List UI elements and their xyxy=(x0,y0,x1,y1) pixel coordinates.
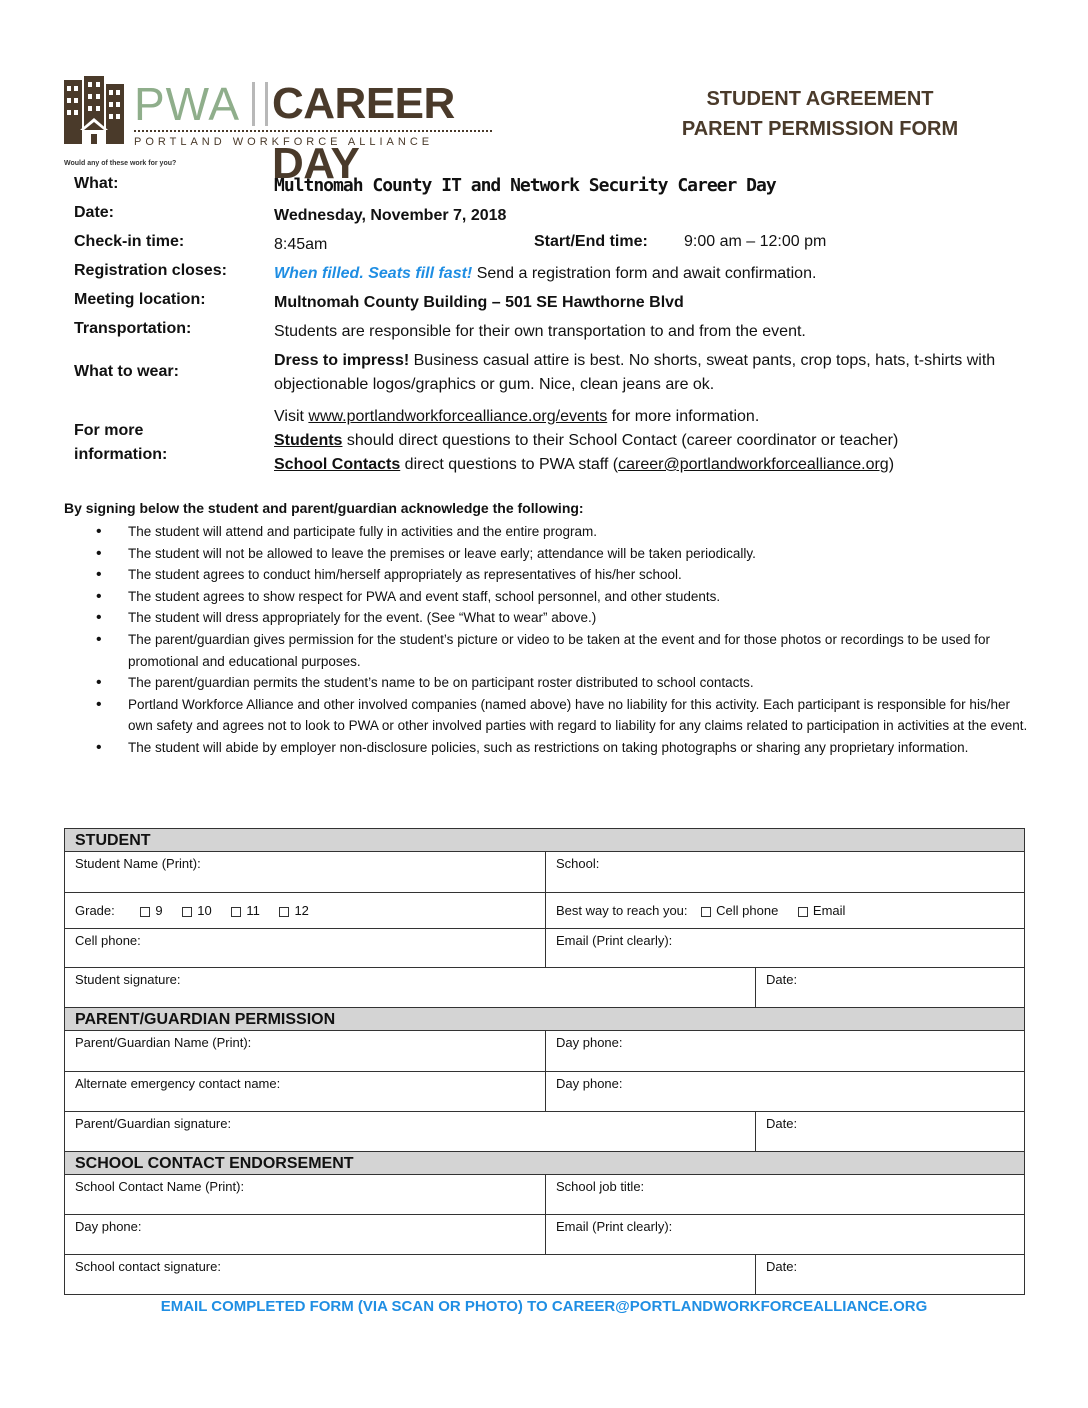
form-title-line-2: PARENT PERMISSION FORM xyxy=(681,118,959,140)
more-visit-rest: for more information. xyxy=(607,408,760,425)
table-row xyxy=(65,1112,1025,1152)
table-row xyxy=(65,1175,1025,1215)
reach-label: Best way to reach you: xyxy=(556,903,688,918)
close-paren: ) xyxy=(888,456,895,473)
cell-phone-label: Cell phone: xyxy=(75,933,141,948)
more-info-label xyxy=(74,419,167,467)
registration-rest: Send a registration form and await confirmation. xyxy=(472,265,817,282)
grade-9-label: 9 xyxy=(155,903,163,918)
grade-12-label: 12 xyxy=(294,903,309,918)
parent-section-header: PARENT/GUARDIAN PERMISSION xyxy=(65,1008,1025,1031)
school-email-field[interactable] xyxy=(546,1215,1025,1254)
list-item: • The parent/guardian gives permission for the student’s picture or video to be taken at the event and for those photos or recordings to be used for promotional and educational purposes. xyxy=(96,629,1036,672)
reach-email-checkbox[interactable] xyxy=(798,903,846,918)
list-item: • The student will not be allowed to leave the premises or leave early; attendance will be taken periodically. xyxy=(96,543,1036,565)
checkin-value: 8:45am xyxy=(274,236,328,253)
checkbox-icon xyxy=(231,907,241,917)
student-email-label: Email (Print clearly): xyxy=(556,933,673,948)
grade-12-checkbox[interactable] xyxy=(279,903,308,918)
table-row xyxy=(65,893,1025,929)
alt-contact-field[interactable] xyxy=(65,1072,546,1111)
table-row xyxy=(65,1215,1025,1255)
parent-name-field[interactable] xyxy=(65,1031,546,1071)
reach-email-label: Email xyxy=(812,903,846,918)
reach-field xyxy=(546,893,1025,928)
school-label: School: xyxy=(556,856,600,871)
alt-day-phone-label: Day phone: xyxy=(556,1076,623,1091)
checkbox-icon xyxy=(279,907,289,917)
school-job-title-label: School job title: xyxy=(556,1179,645,1194)
career-email-link[interactable]: career@portlandworkforcealliance.org xyxy=(618,456,889,473)
grade-9-checkbox[interactable] xyxy=(140,903,162,918)
school-contacts-term: School Contacts xyxy=(274,456,401,473)
logo-dotted-rule xyxy=(134,130,492,132)
school-signature-field[interactable] xyxy=(65,1255,756,1294)
location-value: Multnomah County Building – 501 SE Hawthorne Blvd xyxy=(274,294,684,311)
table-row xyxy=(65,852,1025,893)
parent-date-label: Date: xyxy=(766,1116,798,1131)
startend-label: Start/End time: xyxy=(534,233,648,250)
footer-email-instruction: EMAIL COMPLETED FORM (VIA SCAN OR PHOTO) TO CAREER@PORTLANDWORKFORCEALLIANCE.ORG xyxy=(160,1298,928,1315)
acknowledge-heading: By signing below the student and parent/guardian acknowledge the following: xyxy=(64,500,584,516)
date-label: Date: xyxy=(74,204,115,221)
list-item: • The student will abide by employer non-disclosure policies, such as restrictions on taking photographs or sharing any proprietary information. xyxy=(96,737,1036,759)
student-name-label: Student Name (Print): xyxy=(75,856,201,871)
school-contact-name-field[interactable] xyxy=(65,1175,546,1214)
what-value: Multnomah County IT and Network Security Career Day xyxy=(274,175,776,196)
school-day-phone-label: Day phone: xyxy=(75,1219,142,1234)
grade-field xyxy=(65,893,546,928)
parent-date-field[interactable] xyxy=(756,1112,1025,1151)
events-link[interactable]: www.portlandworkforcealliance.org/events xyxy=(308,408,608,425)
permission-form-table xyxy=(64,828,1025,1295)
table-row xyxy=(65,1255,1025,1295)
what-label: What: xyxy=(74,175,119,192)
transport-label: Transportation: xyxy=(74,320,192,337)
form-title xyxy=(670,84,970,144)
location-label: Meeting location: xyxy=(74,291,206,308)
buildings-logo-icon xyxy=(64,76,126,148)
date-value: Wednesday, November 7, 2018 xyxy=(274,207,507,224)
grade-label: Grade: xyxy=(75,903,115,918)
grade-11-label: 11 xyxy=(246,903,260,918)
startend-value: 9:00 am – 12:00 pm xyxy=(684,233,827,250)
tiny-question-text: Would any of these work for you? xyxy=(64,160,177,167)
wear-label: What to wear: xyxy=(74,363,179,380)
logo-subtitle: PORTLAND WORKFORCE ALLIANCE xyxy=(134,136,434,148)
more-visit-text: Visit xyxy=(274,408,309,425)
wear-rest: Business casual attire is best. No shorts, sweat pants, crop tops, hats, t-shirts with objectionable logos/graphics or gum. Nice, clean jeans are ok. xyxy=(274,352,996,393)
logo-career-day-text: CAREER DAY xyxy=(272,79,455,188)
grade-11-checkbox[interactable] xyxy=(231,903,260,918)
student-email-field[interactable] xyxy=(546,929,1025,967)
logo-separator xyxy=(252,82,268,126)
list-item: • The student agrees to conduct him/herself appropriately as representatives of his/her school. xyxy=(96,564,1036,586)
wear-value xyxy=(274,349,1014,397)
list-item: • The parent/guardian permits the student’s name to be on participant roster distributed to school contacts. xyxy=(96,672,1036,694)
student-name-field[interactable] xyxy=(65,852,546,892)
parent-name-label: Parent/Guardian Name (Print): xyxy=(75,1035,252,1050)
checkin-label: Check-in time: xyxy=(74,233,185,250)
reach-cell-checkbox[interactable] xyxy=(701,903,778,918)
student-section-header: STUDENT xyxy=(65,829,1025,852)
checkbox-icon xyxy=(140,907,150,917)
school-date-label: Date: xyxy=(766,1259,798,1274)
grade-10-checkbox[interactable] xyxy=(182,903,211,918)
more-info-label-1: For more xyxy=(74,422,144,439)
school-contact-name-label: School Contact Name (Print): xyxy=(75,1179,245,1194)
form-title-line-1: STUDENT AGREEMENT xyxy=(706,88,934,110)
school-contacts-text: direct questions to PWA staff ( xyxy=(400,456,619,473)
registration-label: Registration closes: xyxy=(74,262,227,279)
parent-signature-label: Parent/Guardian signature: xyxy=(75,1116,232,1131)
grade-10-label: 10 xyxy=(197,903,212,918)
event-info xyxy=(74,172,1034,483)
student-date-label: Date: xyxy=(766,972,798,987)
school-email-label: Email (Print clearly): xyxy=(556,1219,673,1234)
more-info-label-2: information: xyxy=(74,446,168,463)
student-signature-label: Student signature: xyxy=(75,972,181,987)
table-row xyxy=(65,929,1025,968)
school-signature-label: School contact signature: xyxy=(75,1259,221,1274)
acknowledge-list xyxy=(96,521,1036,759)
school-field[interactable] xyxy=(546,852,1025,892)
checkbox-icon xyxy=(182,907,192,917)
table-row xyxy=(65,1072,1025,1112)
cell-phone-field[interactable] xyxy=(65,929,546,967)
more-info-value xyxy=(274,405,1014,477)
student-date-field[interactable] xyxy=(756,968,1025,1007)
student-signature-field[interactable] xyxy=(65,968,756,1007)
list-item: • The student will attend and participate fully in activities and the entire program. xyxy=(96,521,1036,543)
list-item: • The student agrees to show respect for PWA and event staff, school personnel, and other students. xyxy=(96,586,1036,608)
registration-value xyxy=(274,262,1014,286)
checkbox-icon xyxy=(798,907,808,917)
checkbox-icon xyxy=(701,907,711,917)
parent-day-phone-field[interactable] xyxy=(546,1031,1025,1071)
students-text: should direct questions to their School Contact (career coordinator or teacher) xyxy=(342,432,899,449)
school-date-field[interactable] xyxy=(756,1255,1025,1294)
school-section-header: SCHOOL CONTACT ENDORSEMENT xyxy=(65,1152,1025,1175)
school-job-title-field[interactable] xyxy=(546,1175,1025,1214)
list-item: • Portland Workforce Alliance and other involved companies (named above) have no liability for this activity. Each participant is responsible for his/her own safety and agrees not to look to PWA or other involved parties with regard to liability for any claims related to participation in activities at the event. xyxy=(96,694,1036,737)
reach-cell-label: Cell phone xyxy=(716,903,779,918)
wear-bold: Dress to impress! xyxy=(274,352,410,369)
list-item: • The student will dress appropriately for the event. (See “What to wear” above.) xyxy=(96,607,1036,629)
table-row xyxy=(65,1031,1025,1072)
table-row xyxy=(65,968,1025,1008)
parent-day-phone-label: Day phone: xyxy=(556,1035,623,1050)
registration-highlight: When filled. Seats fill fast! xyxy=(274,265,473,282)
logo-pwa-text: PWA xyxy=(134,78,241,130)
transport-value: Students are responsible for their own transportation to and from the event. xyxy=(274,323,806,340)
students-term: Students xyxy=(274,432,343,449)
alt-day-phone-field[interactable] xyxy=(546,1072,1025,1111)
school-day-phone-field[interactable] xyxy=(65,1215,546,1254)
parent-signature-field[interactable] xyxy=(65,1112,756,1151)
alt-contact-label: Alternate emergency contact name: xyxy=(75,1076,281,1091)
